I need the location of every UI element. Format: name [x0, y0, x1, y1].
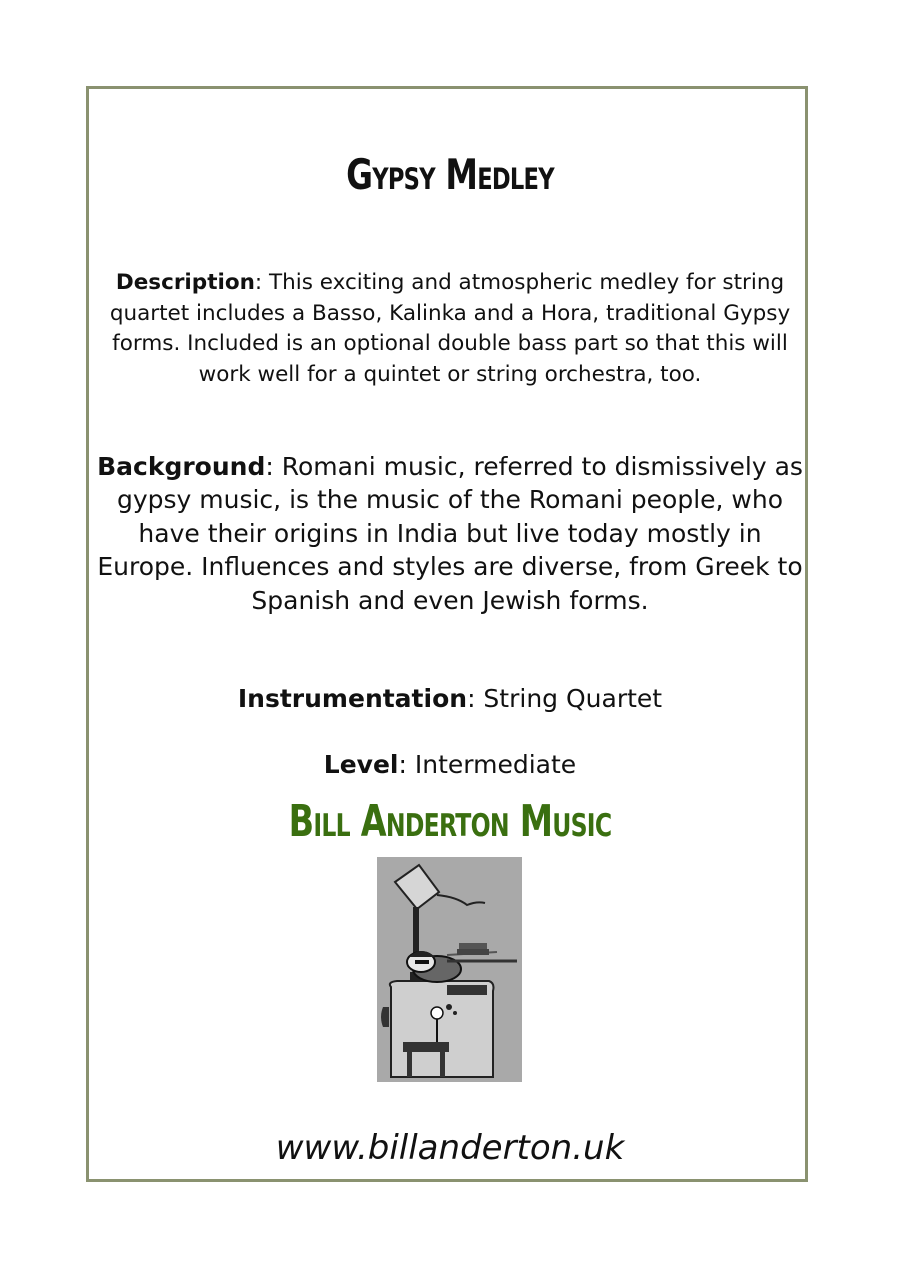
description-text: : This exciting and atmospheric medley for string quartet includes a Basso, Kalinka and a Hora, traditional Gypsy forms. Included is an optional double bass part so that this will work well for a quintet or string orchestra, too.	[109, 270, 791, 387]
description-label: Description	[115, 270, 255, 295]
background-text: : Romani music, referred to dismissively as gypsy music, is the music of the Romani people, who have their origins in India but live today mostly in Europe. Influences and styles are diverse, from Greek to Spanish and even Jewish forms.	[97, 452, 803, 615]
website-link[interactable]: www.billanderton.uk	[275, 1128, 625, 1168]
cartoon-guitarist-at-amplifier-icon	[377, 857, 522, 1082]
background-label: Background	[97, 452, 266, 481]
brand-name: Bill Anderton Music	[288, 796, 612, 847]
level-text: : Intermediate	[398, 750, 577, 779]
instrumentation-text: : String Quartet	[467, 684, 663, 713]
background-paragraph	[90, 450, 810, 617]
description-paragraph	[90, 268, 810, 390]
instrumentation-label: Instrumentation	[237, 684, 468, 713]
page-title: Gypsy Medley	[346, 150, 554, 199]
level-label: Level	[323, 750, 399, 779]
level-line	[90, 748, 810, 781]
instrumentation-line	[90, 682, 810, 715]
